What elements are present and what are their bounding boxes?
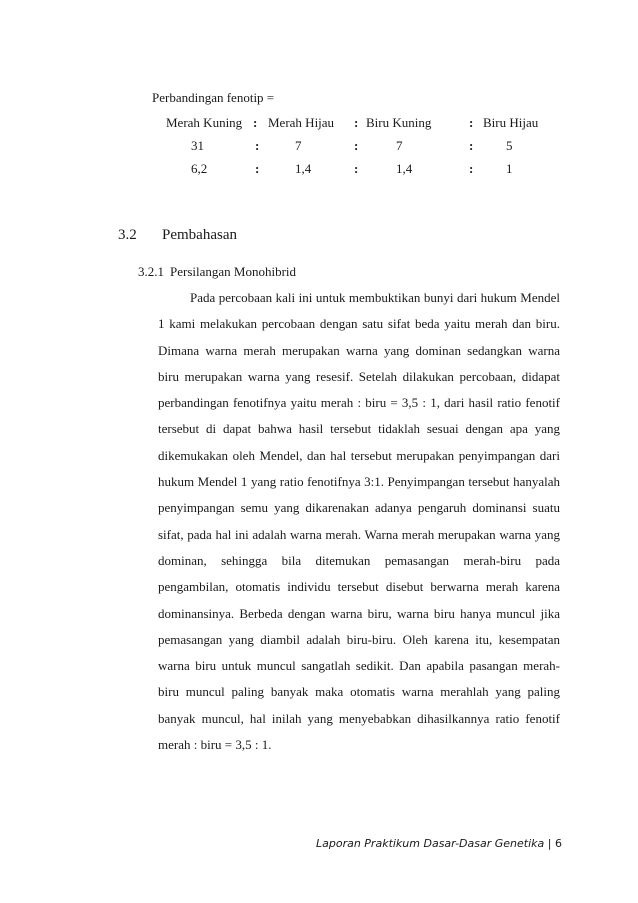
header-biru-kuning: Biru Kuning xyxy=(366,115,432,130)
body-paragraph xyxy=(158,285,560,758)
ratio-value: 7 xyxy=(396,138,403,153)
ratio-separator: : xyxy=(354,138,359,153)
ratio-separator: : xyxy=(255,161,260,176)
subsection-number: 3.2.1 xyxy=(138,264,164,279)
ratio-value: 7 xyxy=(295,138,302,153)
ratio-separator: : xyxy=(469,138,474,153)
footer-divider: | xyxy=(547,837,552,850)
ratio-value: 5 xyxy=(506,138,513,153)
ratio-separator: : xyxy=(469,115,474,130)
ratio-lead: Perbandingan fenotip = xyxy=(152,90,275,105)
ratio-separator: : xyxy=(469,161,474,176)
header-biru-hijau: Biru Hijau xyxy=(483,115,539,130)
ratio-value: 1 xyxy=(506,161,513,176)
footer-title: Laporan Praktikum Dasar-Dasar Genetika xyxy=(315,837,545,850)
ratio-value: 6,2 xyxy=(191,161,208,176)
page-number: 6 xyxy=(555,837,562,850)
section-title: Pembahasan xyxy=(162,227,237,243)
ratio-value: 31 xyxy=(191,138,204,153)
ratio-separator: : xyxy=(255,138,260,153)
ratio-value: 1,4 xyxy=(295,161,312,176)
ratio-separator: : xyxy=(354,115,359,130)
ratio-separator: : xyxy=(253,115,258,130)
header-merah-kuning: Merah Kuning xyxy=(166,115,243,130)
page-footer xyxy=(316,837,562,850)
paragraph-text: Pada percobaan kali ini untuk membuktikan bunyi dari hukum Mendel 1 kami melakukan percobaan dengan satu sifat beda yaitu merah dan biru. Dimana warna merah merupakan warna yang dominan sedangkan warna biru merupakan warna yang resesif. Setelah dilakukan percobaan, didapat perbandingan fenotifnya yaitu merah : biru = 3,5 : 1, dari hasil ratio fenotif tersebut di dapat bahwa hasil tersebut tidaklah sesuai dengan apa yang dikemukakan oleh Mendel, dan hal tersebut merupakan penyimpangan dari hukum Mendel 1 yang ratio fenotifnya 3:1. Penyimpangan tersebut hanyalah penyimpangan semu yang dikarenakan adanya pengaruh dominansi suatu sifat, pada hal ini adalah warna merah. Warna merah merupakan warna yang dominan, sehingga bila ditemukan pemasangan merah-biru pada pengambilan, otomatis individu tersebut disebut berwarna merah karena dominansinya. Berbeda dengan warna biru, warna biru hanya muncul jika pemasangan yang diambil adalah biru-biru. Oleh karena itu, kesempatan warna biru untuk muncul sangatlah sedikit. Dan apabila pasangan merah-biru muncul paling banyak maka otomatis warna merahlah yang paling banyak muncul, hal inilah yang menyebabkan dihasilkannya ratio fenotif merah : biru = 3,5 : 1. xyxy=(158,290,560,753)
header-merah-hijau: Merah Hijau xyxy=(268,115,335,130)
section-number: 3.2 xyxy=(118,227,137,243)
ratio-value: 1,4 xyxy=(396,161,413,176)
ratio-separator: : xyxy=(354,161,359,176)
subsection-title: Persilangan Monohibrid xyxy=(170,264,297,279)
